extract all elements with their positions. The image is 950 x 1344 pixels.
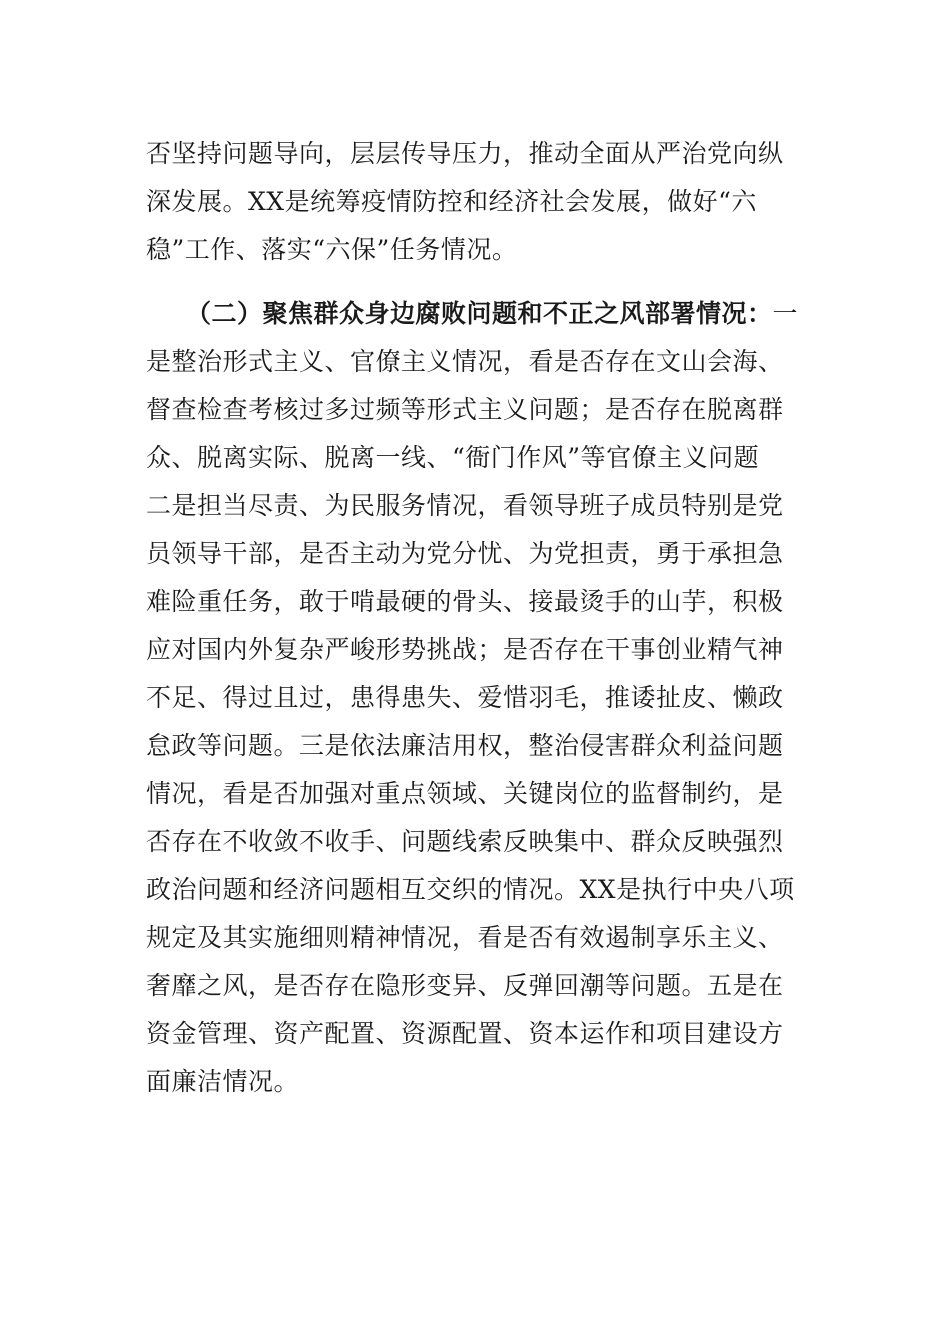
paragraph-line: 政治问题和经济问题相互交织的情况。XX是执行中央八项 xyxy=(146,875,795,904)
paragraph-line: 否坚持问题导向，层层传导压力，推动全面从严治党向纵 xyxy=(146,139,784,168)
heading-continuation: 一 xyxy=(772,299,799,328)
paragraph-line: 怠政等问题。三是依法廉洁用权，整治侵害群众利益问题 xyxy=(146,731,784,760)
paragraph-line: 难险重任务，敢于啃最硬的骨头、接最烫手的山芋，积极 xyxy=(146,587,784,616)
paragraph-line: 二是担当尽责、为民服务情况，看领导班子成员特别是党 xyxy=(146,491,784,520)
paragraph-line: 稳”工作、落实“六保”任务情况。 xyxy=(146,235,518,264)
paragraph-line: 奢靡之风，是否存在隐形变异、反弹回潮等问题。五是在 xyxy=(146,971,784,1000)
paragraph-line: 督查检查考核过多过频等形式主义问题；是否存在脱离群 xyxy=(146,395,784,424)
paragraph-line: 不足、得过且过，患得患失、爱惜羽毛，推诿扯皮、懒政 xyxy=(146,683,784,712)
paragraph-line: 否存在不收敛不收手、问题线索反映集中、群众反映强烈 xyxy=(146,827,784,856)
paragraph-line: 员领导干部，是否主动为党分忧、为党担责，勇于承担急 xyxy=(146,539,784,568)
section-heading: （二）聚焦群众身边腐败问题和不正之风部署情况： xyxy=(186,299,773,328)
paragraph-first-line xyxy=(146,290,808,338)
paragraph-line: 情况，看是否加强对重点领域、关键岗位的监督制约，是 xyxy=(146,779,784,808)
paragraph-line: 应对国内外复杂严峻形势挑战；是否存在干事创业精气神 xyxy=(146,635,784,664)
paragraph-line: 深发展。XX是统筹疫情防控和经济社会发展，做好“六 xyxy=(146,187,757,216)
paragraph-line: 规定及其实施细则精神情况，看是否有效遏制享乐主义、 xyxy=(146,923,784,952)
paragraph-2 xyxy=(146,290,808,1106)
paragraph-1 xyxy=(146,130,808,274)
paragraph-line: 众、脱离实际、脱离一线、“衙门作风”等官僚主义问题 xyxy=(146,443,760,472)
paragraph-line: 是整治形式主义、官僚主义情况，看是否存在文山会海、 xyxy=(146,347,784,376)
paragraph-line: 面廉洁情况。 xyxy=(146,1067,300,1096)
paragraph-line: 资金管理、资产配置、资源配置、资本运作和项目建设方 xyxy=(146,1019,784,1048)
